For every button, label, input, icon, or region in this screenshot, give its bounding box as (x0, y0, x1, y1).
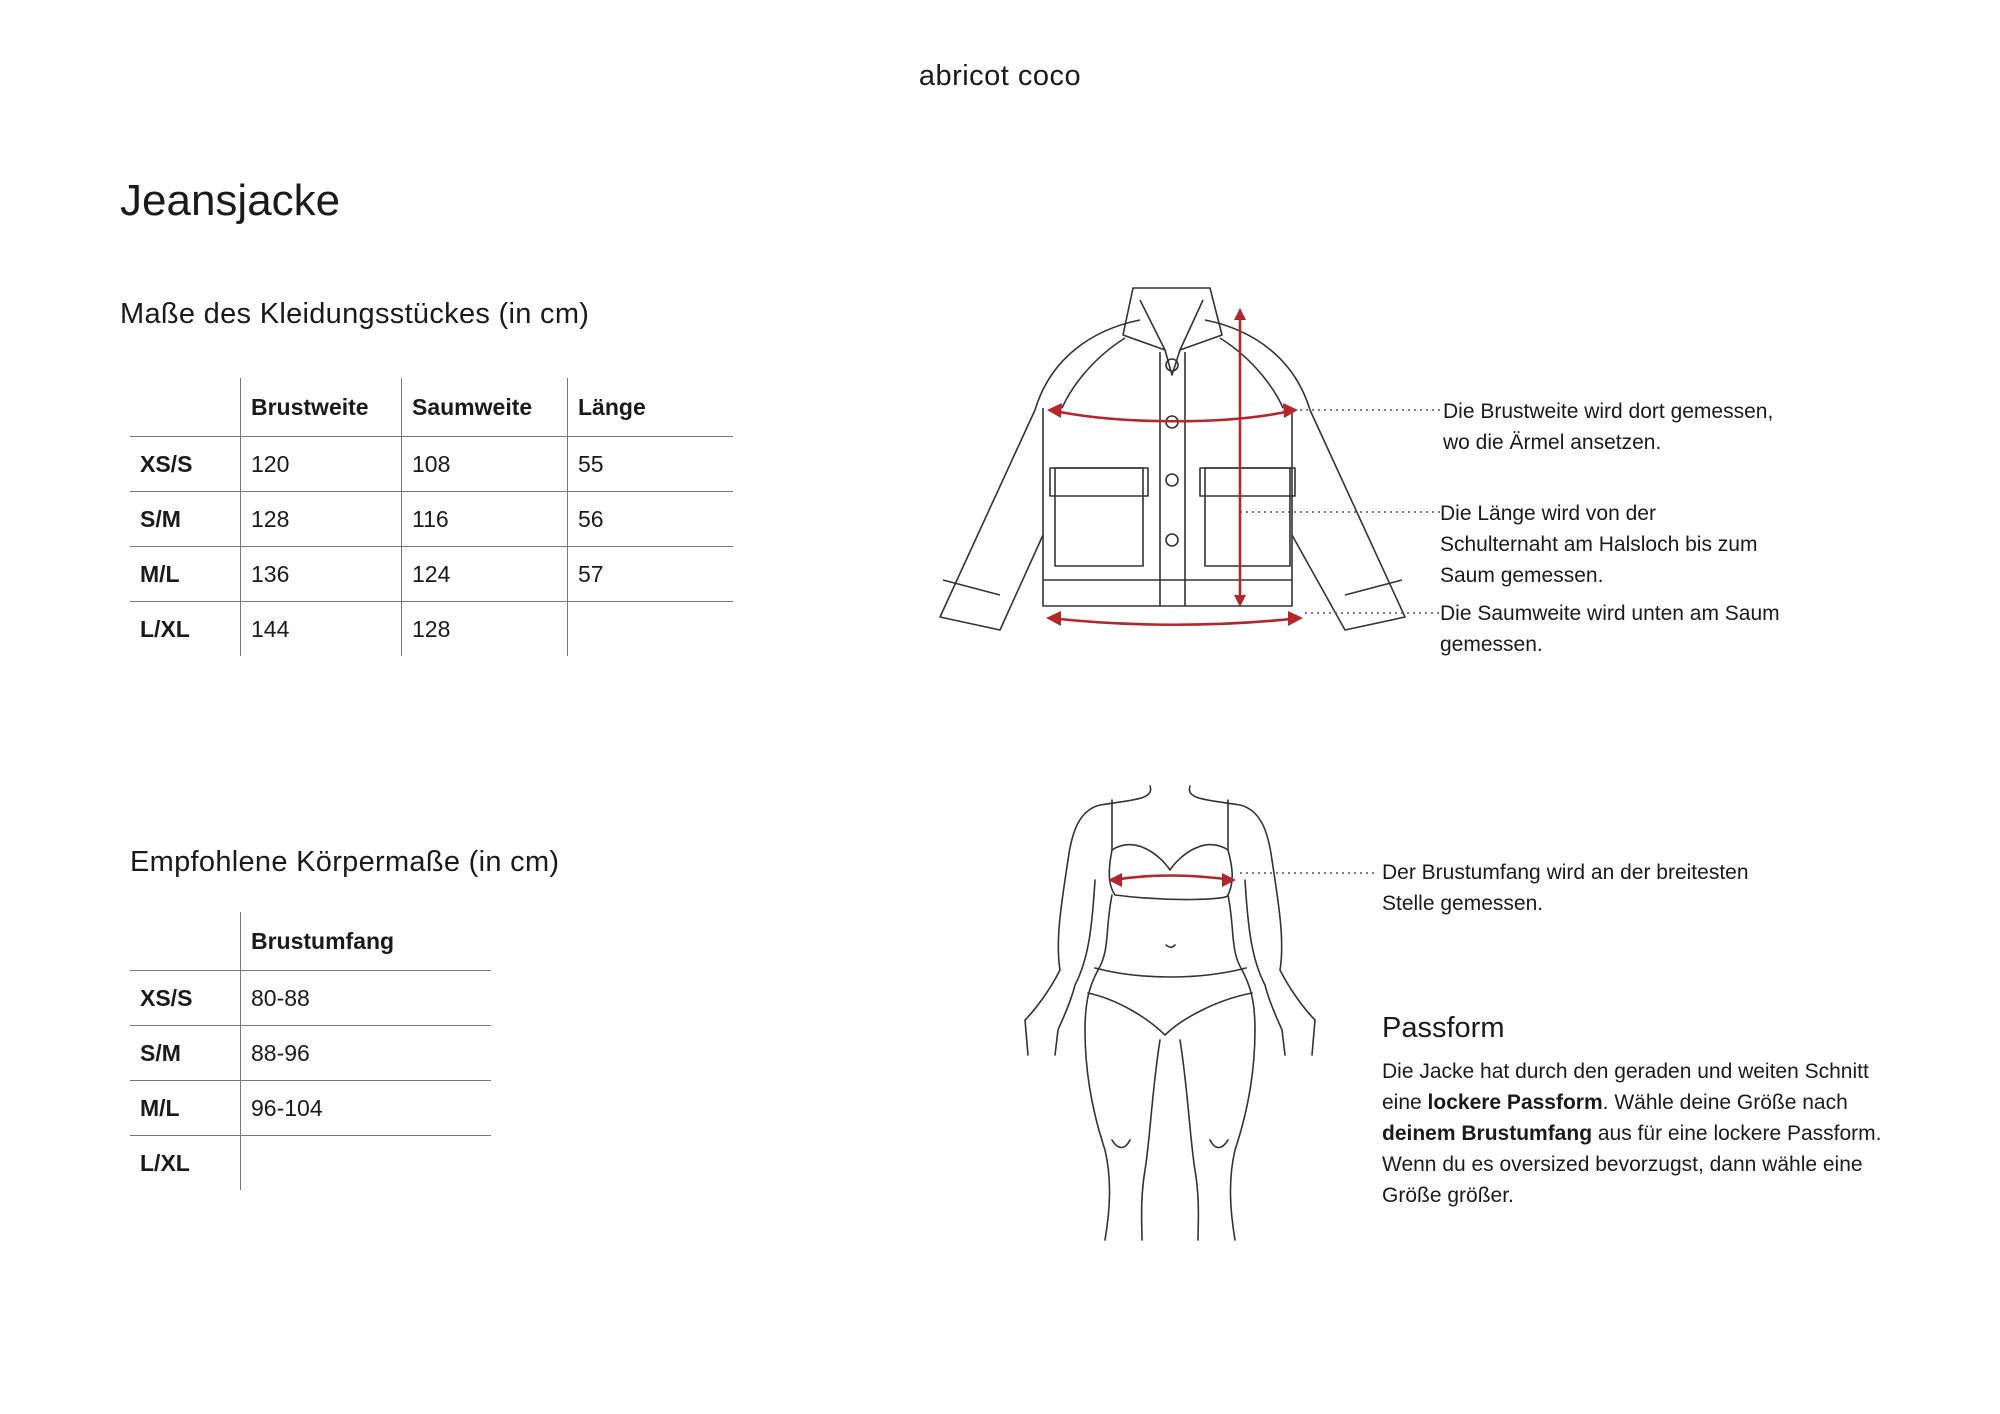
table-cell: 116 (402, 492, 568, 547)
table-cell: 144 (241, 602, 402, 657)
table-cell: 56 (568, 492, 734, 547)
measurement-lines (1112, 876, 1232, 881)
passform-heading: Passform (1382, 1012, 1505, 1044)
table-cell: 124 (402, 547, 568, 602)
note-line: Die Saumweite wird unten am Saum (1440, 602, 1780, 625)
garment-table-heading: Maße des Kleidungsstückes (in cm) (120, 298, 590, 330)
note-brustweite (1443, 396, 1773, 458)
table-cell: 128 (402, 602, 568, 657)
note-line: gemessen. (1440, 633, 1543, 656)
note-saumweite (1440, 598, 1780, 660)
figure-left-arm (1025, 860, 1068, 1055)
table-cell: 136 (241, 547, 402, 602)
note-line: Stelle gemessen. (1382, 892, 1544, 915)
figure-left-leg (1085, 1030, 1110, 1240)
size-label: L/XL (140, 1149, 190, 1176)
figure-right-leg (1230, 1030, 1255, 1240)
note-line: Saum gemessen. (1440, 564, 1604, 587)
bust-measure-line (1112, 876, 1232, 881)
passform-bold: deinem Brustumfang (1382, 1122, 1593, 1145)
passform-bold: lockere Passform (1427, 1091, 1603, 1114)
note-line: Der Brustumfang wird an der breitesten (1382, 861, 1749, 884)
brand-logo: abricot coco (918, 60, 1082, 92)
size-label: M/L (130, 547, 241, 602)
table-cell: 55 (568, 437, 734, 492)
figure-right-shoulder (1189, 786, 1272, 860)
figure-torso-left (1085, 895, 1112, 1030)
figure-right-arm (1272, 860, 1315, 1055)
table-cell: 80-88 (241, 971, 492, 1026)
table-cell: 108 (402, 437, 568, 492)
passform-text (1382, 1056, 1902, 1211)
size-label: XS/S (130, 971, 241, 1026)
column-header: Brustweite (241, 378, 402, 437)
size-label: S/M (130, 492, 241, 547)
passform-text-part: aus für eine lockere Passform. Wenn du es oversized bevorzugst, dann wähle eine Größe größer. (1382, 1122, 1882, 1207)
note-line: Die Brustweite wird dort gemessen, (1443, 400, 1774, 423)
column-header: Saumweite (402, 378, 568, 437)
note-line: Schulternaht am Halsloch bis zum (1440, 533, 1758, 556)
body-table-heading: Empfohlene Körpermaße (in cm) (130, 846, 560, 878)
figure-left-shoulder (1068, 786, 1151, 860)
passform-text-part: . Wähle deine Größe nach (1602, 1091, 1848, 1114)
passform-text-part: Die Jacke hat durch den geraden und weiten Schnitt eine (1382, 1060, 1869, 1114)
size-label: M/L (130, 1081, 241, 1136)
column-header: Länge (568, 378, 734, 437)
figure-navel (1166, 945, 1175, 947)
note-line: Die Länge wird von der (1440, 502, 1656, 525)
table-cell: 128 (241, 492, 402, 547)
note-line: wo die Ärmel ansetzen. (1443, 431, 1662, 454)
table-cell: 57 (568, 547, 734, 602)
size-label: L/XL (140, 615, 190, 642)
size-label: XS/S (130, 437, 241, 492)
figure-torso-right (1228, 895, 1255, 1030)
table-cell: 96-104 (241, 1081, 492, 1136)
note-laenge (1440, 498, 1757, 591)
table-cell: 88-96 (241, 1026, 492, 1081)
column-header: Brustumfang (241, 912, 492, 971)
size-label: S/M (130, 1026, 241, 1081)
figure-bra (1109, 800, 1232, 900)
page-title: Jeansjacke (120, 176, 341, 225)
note-brustumfang (1382, 857, 1749, 919)
table-cell: 120 (241, 437, 402, 492)
figure-briefs (1088, 968, 1252, 1035)
